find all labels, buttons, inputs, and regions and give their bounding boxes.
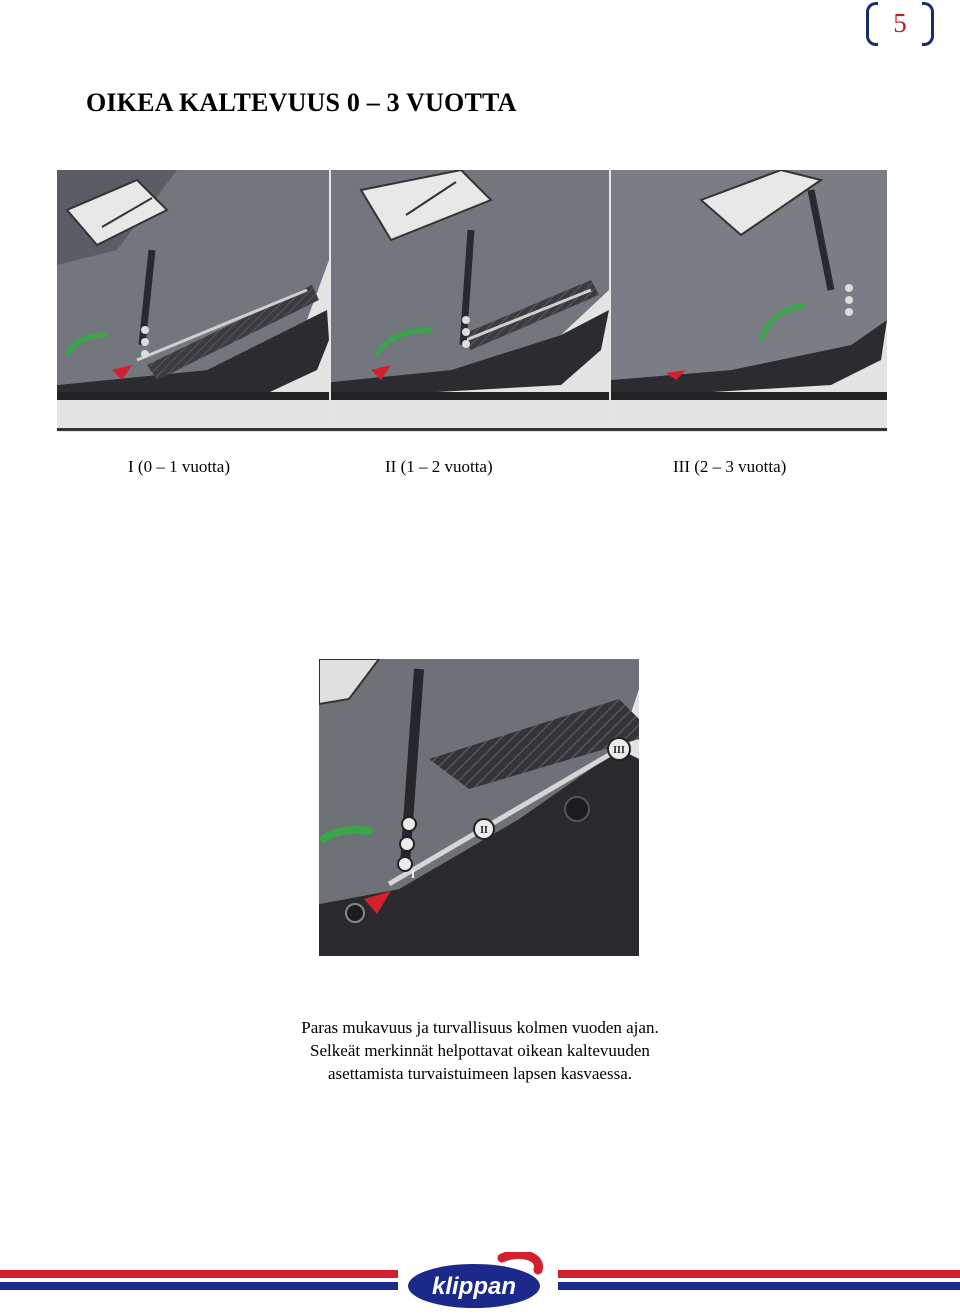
panel-position-3 xyxy=(611,170,887,432)
klippan-logo xyxy=(402,1252,552,1312)
marker-three: III xyxy=(613,745,625,756)
footer-stripe-left xyxy=(0,1270,398,1294)
recline-detail-illustration xyxy=(319,659,639,956)
description-line: Paras mukavuus ja turvallisuus kolmen vuoden ajan. xyxy=(301,1018,659,1037)
footer-stripe-right xyxy=(558,1270,960,1294)
marker-two: II xyxy=(480,825,488,836)
caption-position-1: I (0 – 1 vuotta) xyxy=(128,457,230,476)
panel-position-1 xyxy=(57,170,329,432)
description-line: asettamista turvaistuimeen lapsen kasvaessa. xyxy=(327,1064,633,1083)
page-number xyxy=(866,2,934,50)
caption-position-2: II (1 – 2 vuotta) xyxy=(385,457,493,476)
description-line: Selkeät merkinnät helpottavat oikean kaltevuuden xyxy=(310,1041,650,1060)
bracket-right xyxy=(922,2,934,46)
description-text xyxy=(0,1016,960,1085)
caption-position-3: III (2 – 3 vuotta) xyxy=(673,457,787,476)
logo-text: klippan xyxy=(431,1273,517,1300)
recline-positions-illustration xyxy=(57,170,887,432)
page-title: OIKEA KALTEVUUS 0 – 3 VUOTTA xyxy=(86,88,517,117)
panel-position-2 xyxy=(331,170,609,432)
marker-one: I xyxy=(410,867,416,881)
page-number-value: 5 xyxy=(893,8,907,38)
